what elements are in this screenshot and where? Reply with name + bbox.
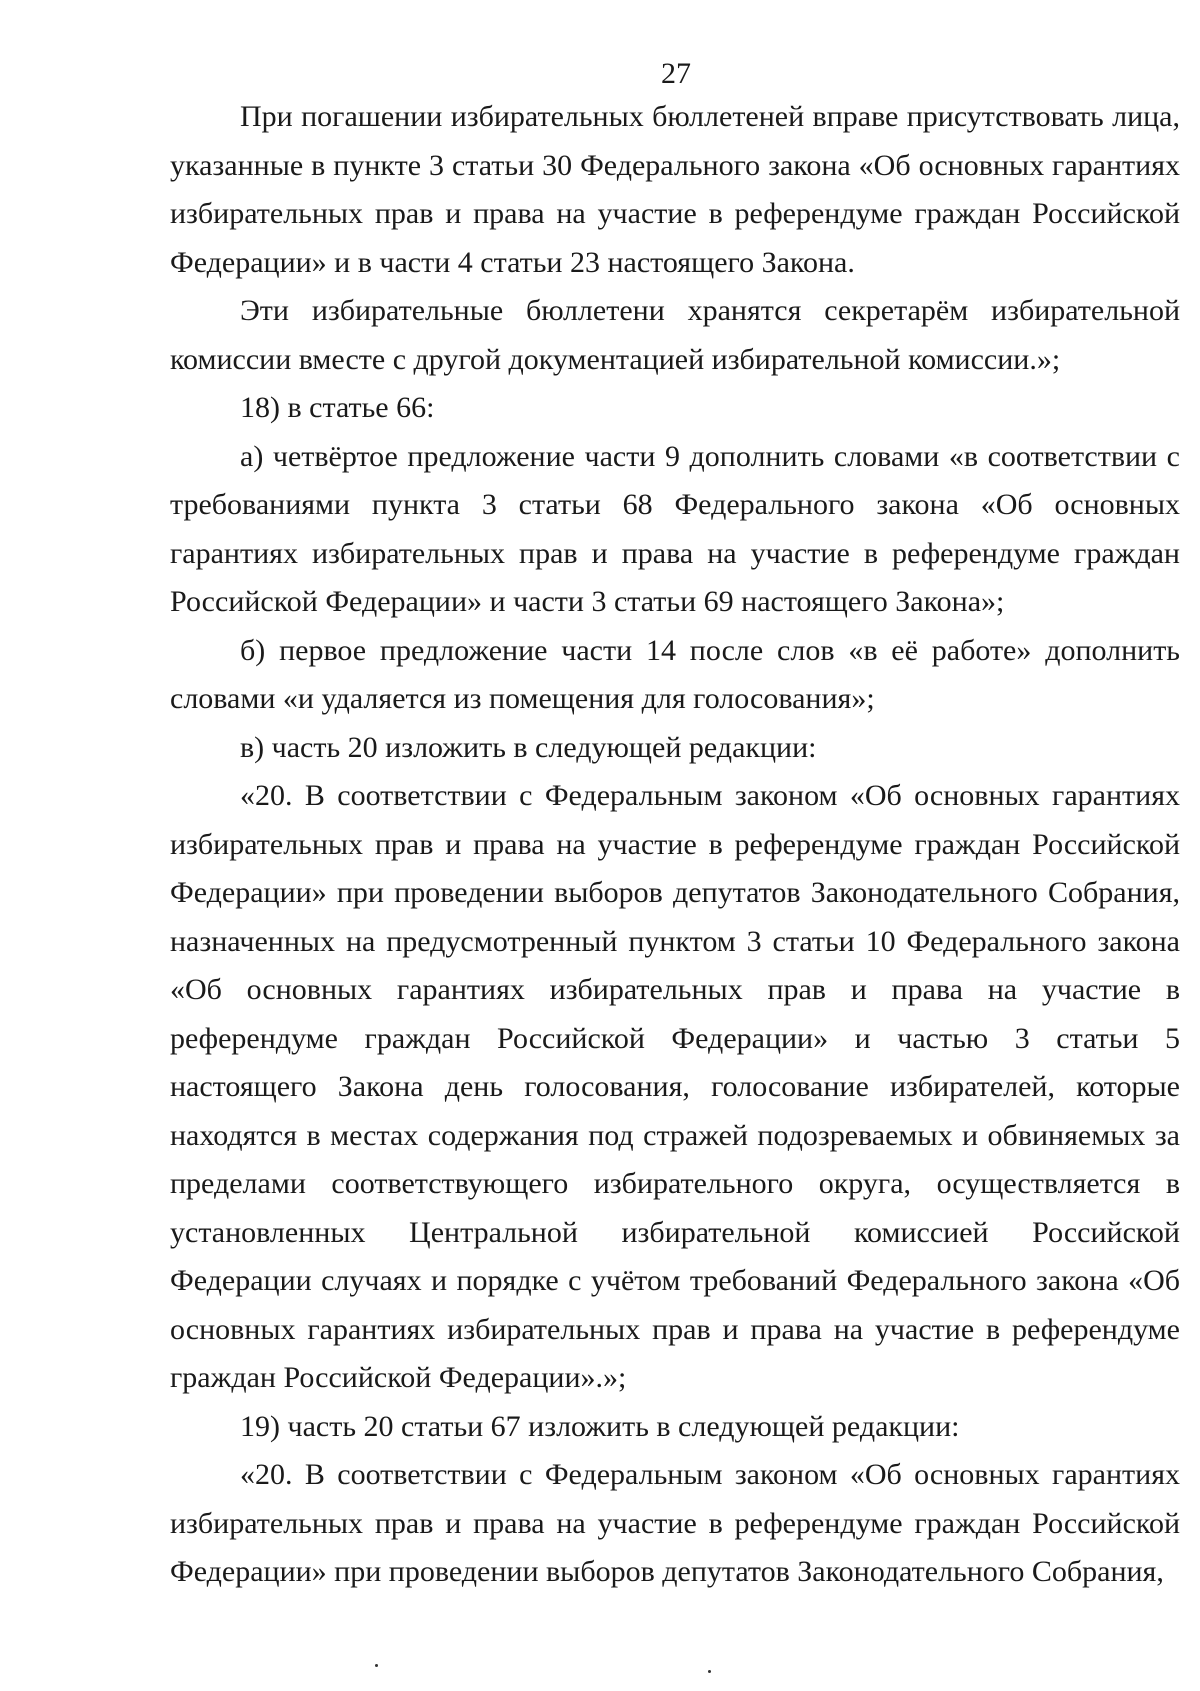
paragraph-item-19: 19) часть 20 статьи 67 изложить в следующей редакции: bbox=[240, 1409, 960, 1443]
scan-speck bbox=[375, 1664, 378, 1667]
paragraph-ballot-cancellation: При погашении избирательных бюллетеней вправе присутствовать лица, указанные в пункте 3 статьи 30 Федерального закона «Об основных гарантиях избирательных прав и права на участие в референдуме граждан Российской Федерации» и в части 4 статьи 23 настоящего Закона. bbox=[170, 100, 1180, 279]
paragraph-part-20-text: «20. В соответствии с Федеральным законом «Об основных гарантиях избирательных прав и права на участие в референдуме граждан Российской Федерации» при проведении выборов депутатов Законодательного Собрания, назначенных на предусмотренный пунктом 3 статьи 10 Федерального закона «Об основных гарантиях избирательных прав и права на участие в референдуме граждан Российской Федерации» и частью 3 статьи 5 настоящего Закона день голосования, голосование избирателей, которые находятся в местах содержания под стражей подозреваемых и обвиняемых за пределами соответствующего избирательного округа, осуществляется в установленных Центральной избирательной комиссией Российской Федерации случаях и порядке с учётом требований Федерального закона «Об основных гарантиях избирательных прав и права на участие в референдуме граждан Российской Федерации».»; bbox=[170, 779, 1180, 1394]
paragraph-item-18: 18) в статье 66: bbox=[240, 391, 435, 424]
paragraph-item-18v: в) часть 20 изложить в следующей редакции: bbox=[240, 730, 817, 764]
paragraph-part-20-text-continued: «20. В соответствии с Федеральным законом «Об основных гарантиях избирательных прав и права на участие в референдуме граждан Российской Федерации» при проведении выборов депутатов Законодательного Собрания, bbox=[170, 1458, 1180, 1588]
paragraph-ballot-storage: Эти избирательные бюллетени хранятся секретарём избирательной комиссии вместе с другой документацией избирательной комиссии.»; bbox=[170, 294, 1180, 376]
page-number: 27 bbox=[661, 57, 691, 90]
paragraph-item-18b: б) первое предложение части 14 после слов «в её работе» дополнить словами «и удаляется из помещения для голосования»; bbox=[170, 633, 1180, 715]
scan-speck bbox=[708, 1670, 711, 1673]
paragraph-item-18a: а) четвёртое предложение части 9 дополнить словами «в соответствии с требованиями пункта 3 статьи 68 Федерального закона «Об основных гарантиях избирательных прав и права на участие в референдуме граждан Российской Федерации» и части 3 статьи 69 настоящего Закона»; bbox=[170, 439, 1180, 618]
document-body bbox=[170, 93, 1180, 1613]
